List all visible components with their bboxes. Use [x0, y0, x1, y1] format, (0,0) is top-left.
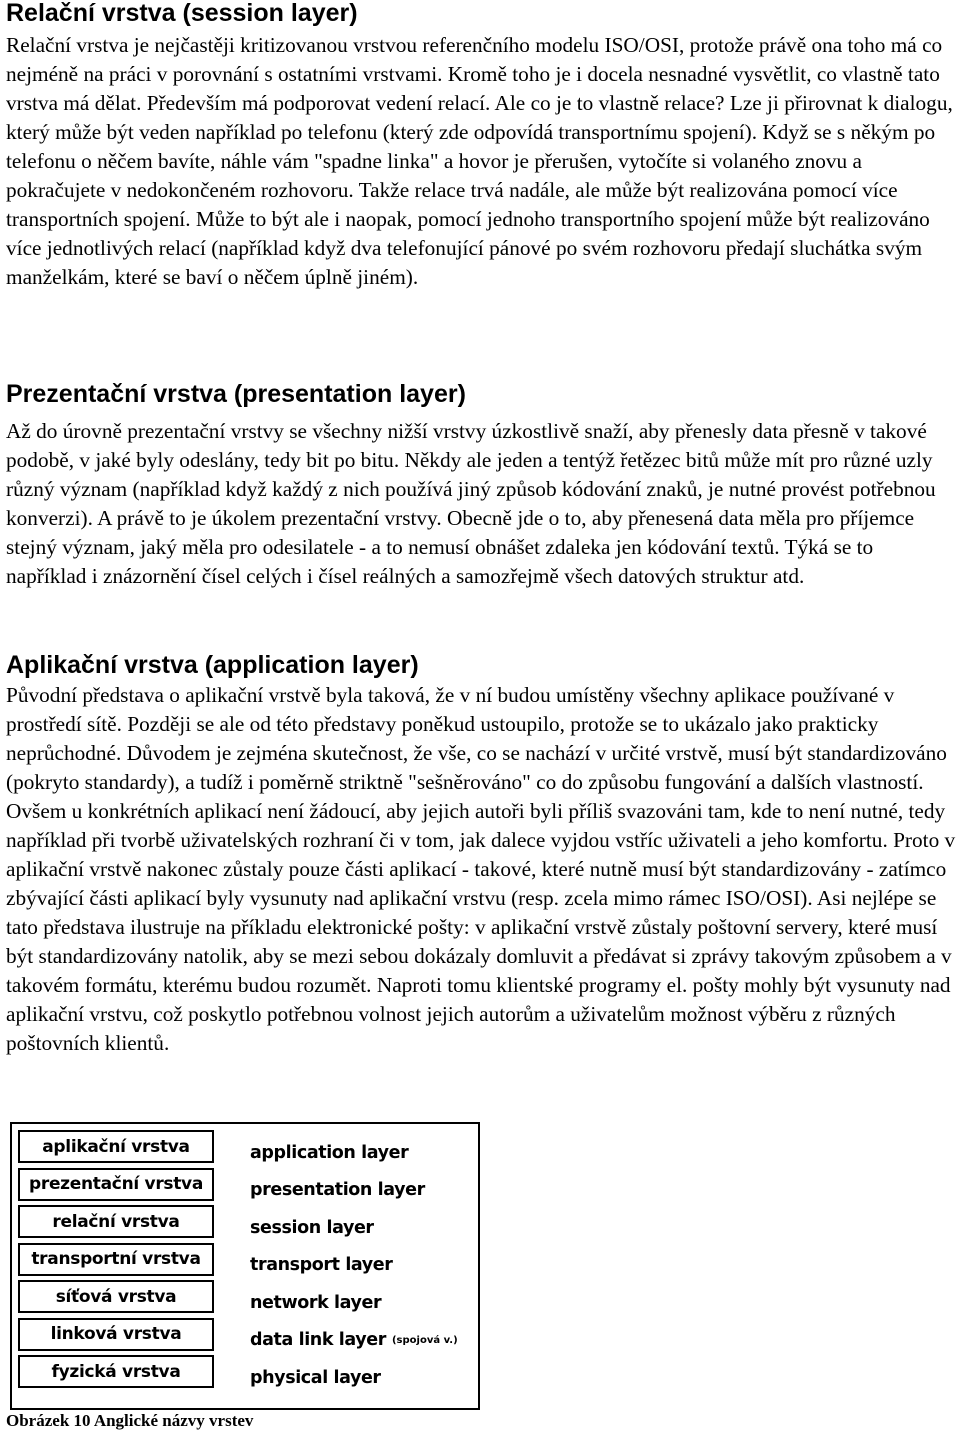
section-body-application: Původní představa o aplikační vrstvě byla taková, že v ní budou umístěny všechny aplikace používané v prostředí sítě. Později se ale od této představy poněkud ustoupilo, protože se to ukázalo jako prakticky neprůchodné. Důvodem je zejména skutečnost, že vše, co se nachází v určité vrstvě, musí být standardizováno (pokryto standardy), a tudíž i poměrně striktně "sešněrováno" co do způsobu fungování a dalších vlastností. Ovšem u konkrétních aplikací není žádoucí, aby jejich autoři byli příliš svazováni tam, kde to není nutné, tedy například při tvorbě uživatelských rozhraní či v tom, jak dalece vyjdou vstříc uživateli a jeho komfortu. Proto v aplikační vrstvě nakonec zůstaly pouze části aplikací - takové, které nutně musí být standardizovány - zatímco zbývající části aplikací byly vysunuty nad aplikační vrstvu (resp. zcela mimo rámec ISO/OSI). Asi nejlépe se tato představa ilustruje na příkladu elektronické pošty: v aplikační vrstvě zůstaly poštovní servery, které musí být standardizovány natolik, aby se mezi sebou dokázaly domluvit a předávat si zprávy takovým způsobem a v takovém formátu, kterému budou rozumět. Naproti tomu klientské programy el. pošty mohly být vysunuty nad aplikační vrstvu, což poskytlo potřebnou volnost jejich autorům a uživatelům možnost výběru z různých poštovních klientů. — [6, 683, 956, 1055]
layer-name-session: session layer — [250, 1217, 374, 1238]
layer-box-presentation: prezentační vrstva — [18, 1168, 214, 1201]
section-body-presentation: Až do úrovně prezentační vrstvy se všechny nižší vrstvy úzkostlivě snaží, aby přenesly data přesně v takové podobě, v jaké byly odeslány, tedy bit po bitu. Někdy ale jeden a tentýž řetězec bitů může mít pro různé uzly různý význam (například když každý z nich používá jiný způsob kódování znaků, je nutné provést potřebnou konverzi). A právě to je úkolem prezentační vrstvy. Obecně jde o to, aby přenesená data měla pro příjemce stejný význam, jaký měla pro odesilatele - a to nemusí obnášet zdaleka jen kódování textů. Týká se to například i znázornění čísel celých i čísel reálných a samozřejmě všech datových struktur atd. — [6, 419, 936, 588]
layer-box-data-link: linková vrstva — [18, 1318, 214, 1351]
layer-name-physical: physical layer — [250, 1367, 381, 1388]
layer-box-physical: fyzická vrstva — [18, 1355, 214, 1388]
figure-caption: Obrázek 10 Anglické názvy vrstev — [6, 1411, 254, 1430]
english-layer-names — [250, 1134, 458, 1397]
section-heading-presentation: Prezentační vrstva (presentation layer) — [6, 380, 466, 408]
layer-box-transport: transportní vrstva — [18, 1243, 214, 1276]
layer-name-application: application layer — [250, 1142, 409, 1163]
layer-name-transport: transport layer — [250, 1255, 393, 1276]
section-heading-application: Aplikační vrstva (application layer) — [6, 651, 419, 679]
layer-box-network: síťová vrstva — [18, 1280, 214, 1313]
layer-name-presentation: presentation layer — [250, 1180, 425, 1201]
section-body-session: Relační vrstva je nejčastěji kritizovanou vrstvou referenčního modelu ISO/OSI, protože právě ona toho má co nejméně na práci v porovnání s ostatními vrstvami. Kromě toho je i docela nesnadné vysvětlit, co vlastně tato vrstva má dělat. Především má podporovat vedení relací. Ale co je to vlastně relace? Lze ji přirovnat k dialogu, který může být veden například po telefonu (který zde odpovídá transportnímu spojení). Když se s někým po telefonu o něčem bavíte, náhle vám "spadne linka" a hovor je přerušen, vytočíte si volaného znovu a pokračujete v nedokončeném rozhovoru. Takže relace trvá nadále, ale může být realizována pomocí více transportních spojení. Může to být ale i naopak, pomocí jednoho transportního spojení může být realizováno více jednotlivých relací (například když dva telefonující pánové po svém rozhovoru předají sluchátka svým manželkám, které se baví o něčem úplně jiném). — [6, 33, 953, 289]
layer-name-data-link-row — [250, 1322, 458, 1360]
czech-layer-stack — [18, 1130, 214, 1393]
layer-name-data-link: data link layer — [250, 1330, 386, 1351]
section-heading-session: Relační vrstva (session layer) — [6, 0, 358, 27]
osi-layers-figure — [10, 1122, 480, 1410]
layer-box-session: relační vrstva — [18, 1205, 214, 1238]
layer-box-application: aplikační vrstva — [18, 1130, 214, 1163]
layer-name-network: network layer — [250, 1292, 382, 1313]
data-link-note: (spojová v.) — [391, 1334, 458, 1346]
